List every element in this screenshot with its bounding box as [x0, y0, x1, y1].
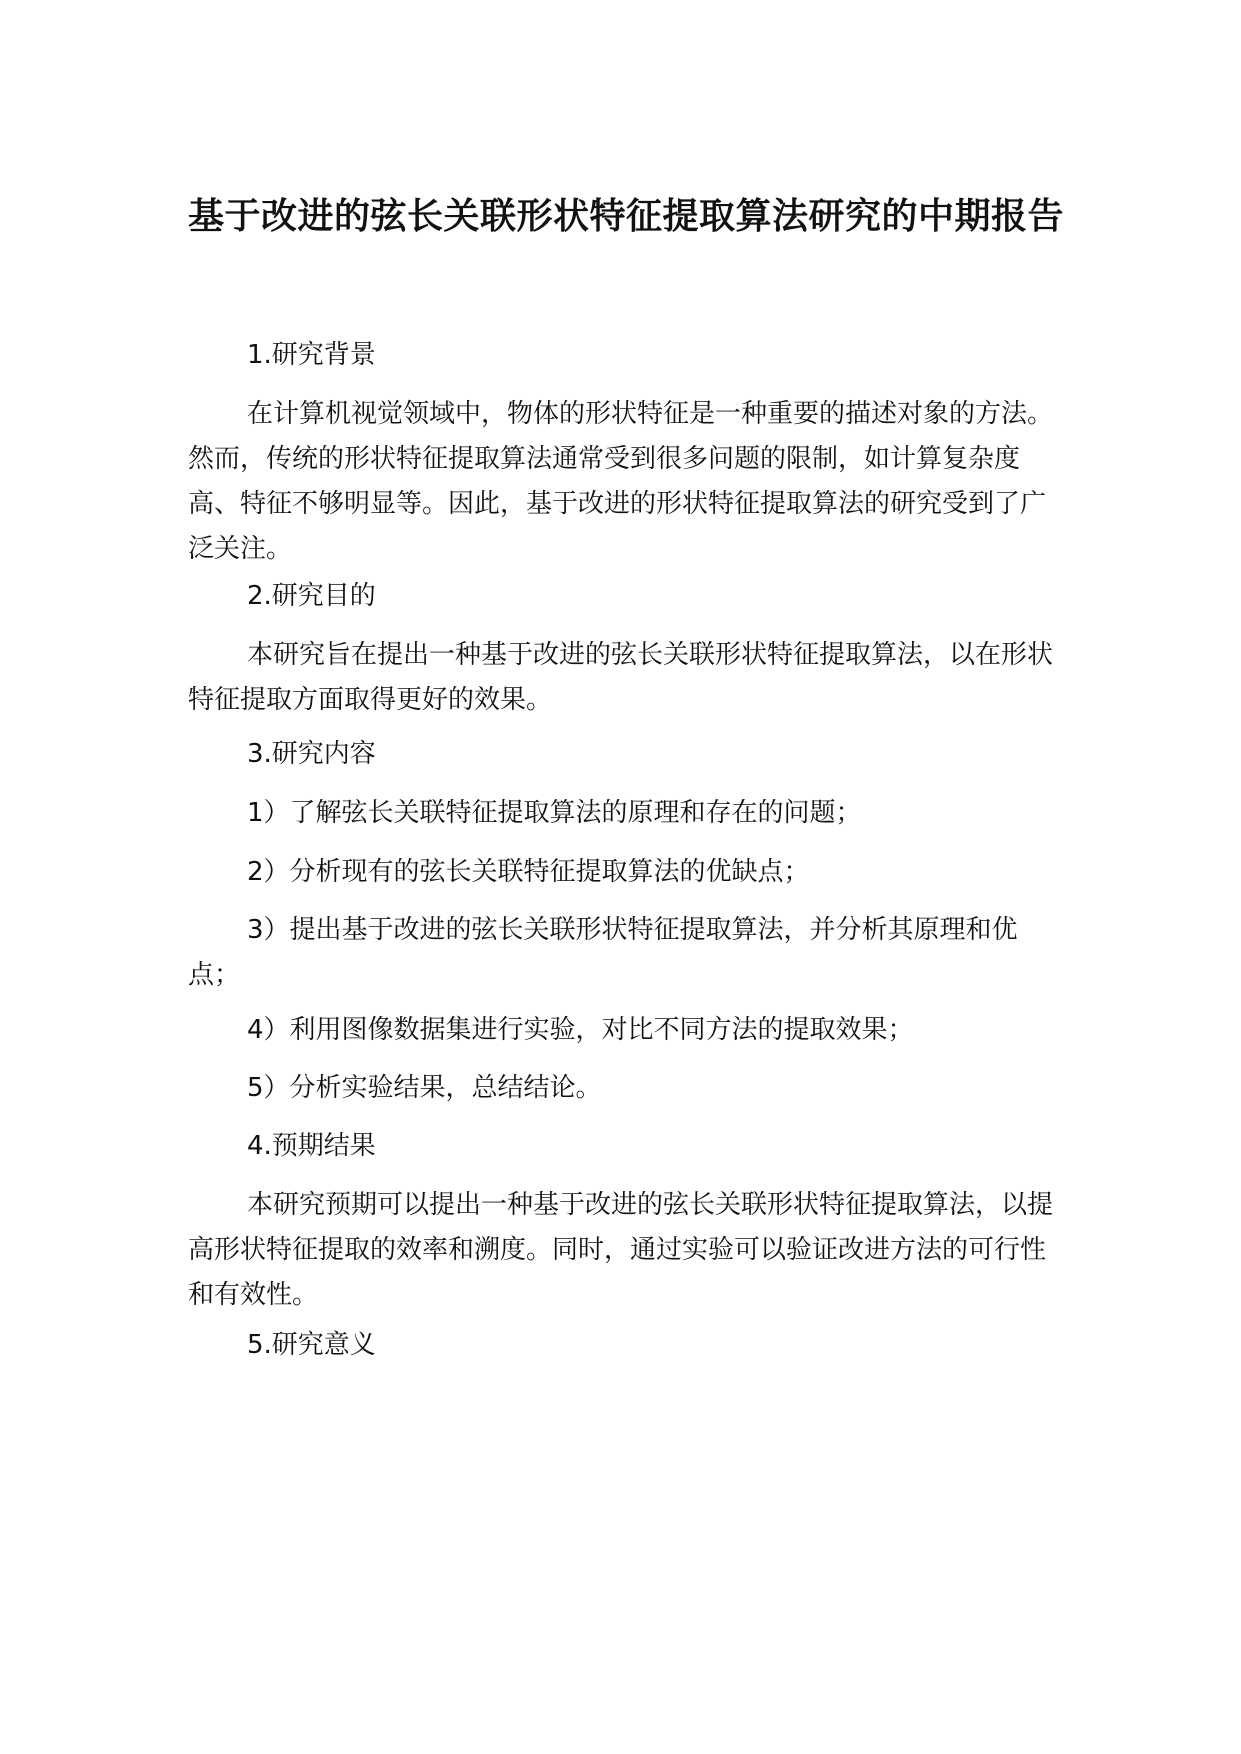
list-item: 4）利用图像数据集进行实验，对比不同方法的提取效果； [247, 1015, 914, 1045]
section-heading-purpose: 2.研究目的 [247, 581, 376, 611]
paragraph-background: 在计算机视觉领域中，物体的形状特征是一种重要的描述对象的方法。然而，传统的形状特征提取算法通常受到很多问题的限制，如计算复杂度高、特征不够明显等。因此，基于改进的形状特征提取算法的研究受到了广泛关注。 [188, 399, 1054, 564]
section-heading-significance: 5.研究意义 [247, 1330, 376, 1360]
list-item: 2）分析现有的弦长关联特征提取算法的优缺点； [247, 857, 810, 887]
document-title: 基于改进的弦长关联形状特征提取算法研究的中期报告 [187, 196, 1064, 237]
section-heading-background: 1.研究背景 [247, 340, 376, 370]
paragraph-expected-results: 本研究预期可以提出一种基于改进的弦长关联形状特征提取算法，以提高形状特征提取的效率和溯度。同时，通过实验可以验证改进方法的可行性和有效性。 [188, 1190, 1054, 1310]
section-heading-expected-results: 4.预期结果 [247, 1131, 376, 1161]
list-item: 3）提出基于改进的弦长关联形状特征提取算法，并分析其原理和优点； [188, 915, 1018, 990]
list-item: 1）了解弦长关联特征提取算法的原理和存在的问题； [247, 798, 862, 828]
list-item: 5）分析实验结果，总结结论。 [247, 1073, 602, 1103]
paragraph-purpose: 本研究旨在提出一种基于改进的弦长关联形状特征提取算法，以在形状特征提取方面取得更好的效果。 [188, 640, 1054, 715]
section-heading-content: 3.研究内容 [247, 739, 376, 769]
